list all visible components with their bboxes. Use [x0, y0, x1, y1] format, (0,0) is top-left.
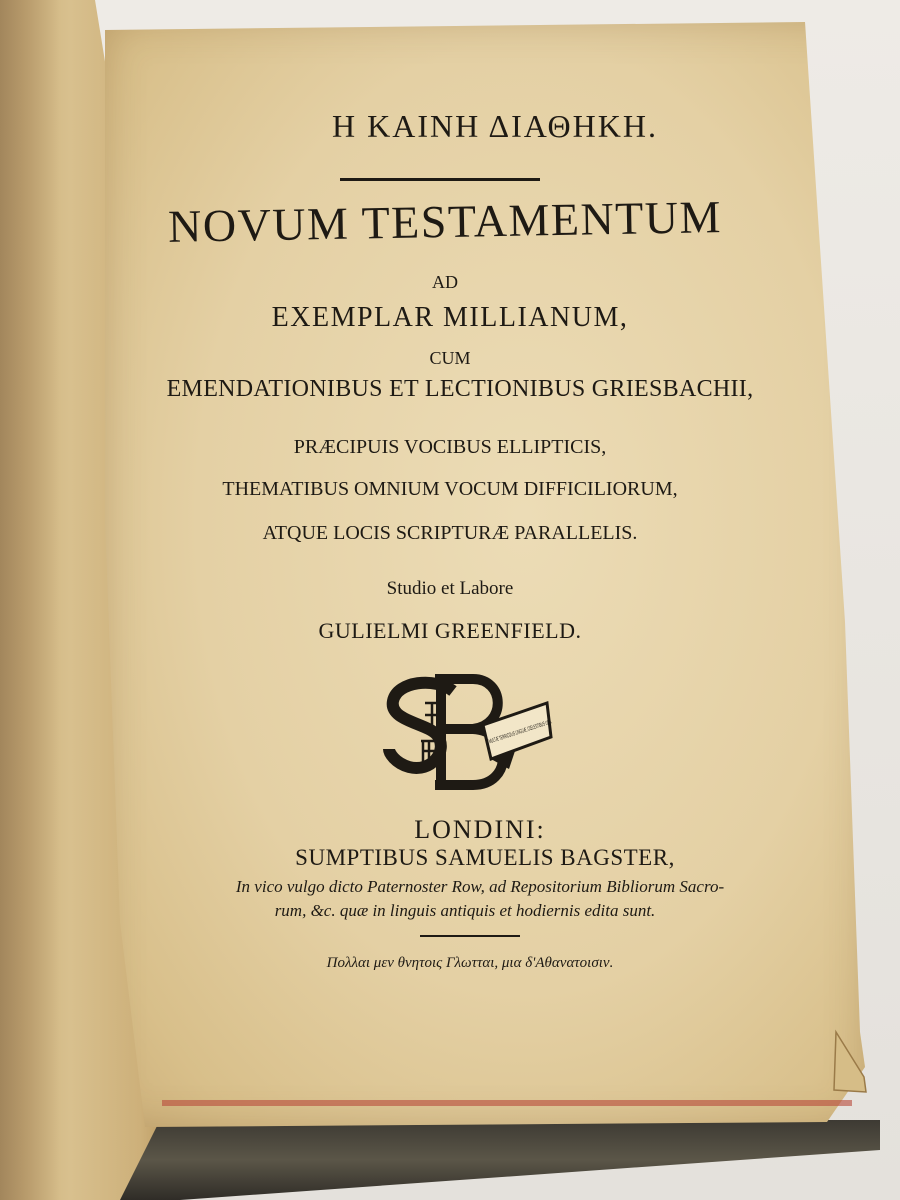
studio-et-labore: Studio et Labore: [386, 578, 514, 599]
title-praecipuis: PRÆCIPUIS VOCIBUS ELLIPTICIS,: [293, 436, 607, 458]
imprint-line-1: In vico vulgo dicto Paternoster Row, ad Repositorium Bibliorum Sacro-: [235, 877, 725, 896]
greek-motto: Πολλαι μεν θνητοις Γλωτται, μια δ'Αθανατοισιν.: [326, 955, 614, 971]
imprint-line-2: rum, &c. quæ in linguis antiquis et hodiernis edita sunt.: [274, 901, 656, 920]
title-emendationibus: EMENDATIONIBUS ET LECTIONIBUS GRIESBACHII,: [166, 376, 754, 402]
left-cover-edge: [0, 0, 60, 1200]
printer-mark-logo: [375, 673, 628, 793]
place-of-publication: LONDINI:: [414, 815, 546, 844]
page-edge-red: [162, 1100, 852, 1106]
title-exemplar: EXEMPLAR MILLIANUM,: [271, 302, 629, 333]
torn-page-corner: [826, 1022, 871, 1097]
title-cum: CUM: [429, 348, 471, 368]
greek-title: Η ΚΑΙΝΗ ΔΙΑΘΗΚΗ.: [332, 108, 658, 144]
title-ad: AD: [432, 272, 458, 292]
imprint-rule: [420, 935, 520, 937]
title-atque: ATQUE LOCIS SCRIPTURÆ PARALLELIS.: [262, 522, 638, 544]
title-rule: [340, 178, 540, 181]
title-thematibus: THEMATIBUS OMNIUM VOCUM DIFFICILIORUM,: [222, 478, 678, 500]
author-name: GULIELMI GREENFIELD.: [318, 618, 582, 643]
main-title: NOVUM TESTAMENTUM: [167, 191, 723, 252]
publisher-line: SUMPTIBUS SAMUELIS BAGSTER,: [295, 845, 675, 870]
printer-mark-banner: MULTÆ TERRICOLIS LINGUÆ, CŒLESTIBUS UNA.: [488, 695, 628, 746]
